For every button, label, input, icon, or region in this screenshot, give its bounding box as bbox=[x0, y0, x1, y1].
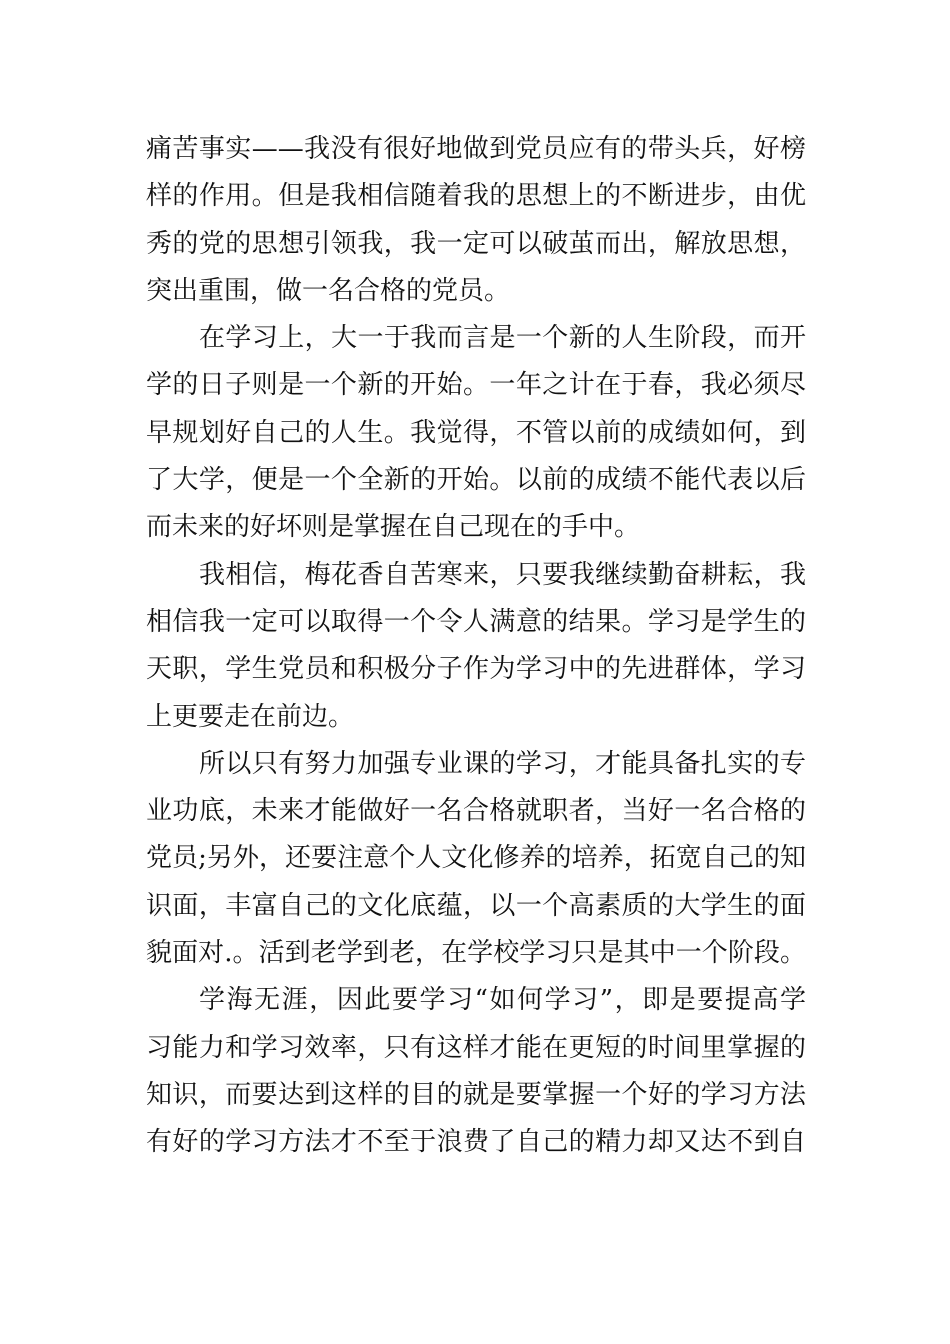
text-line: 学的日子则是一个新的开始。一年之计在于春，我必须尽 bbox=[146, 370, 806, 401]
text-line: 而未来的好坏则是掌握在自己现在的手中。 bbox=[146, 512, 641, 543]
text-line: 貌面对.。活到老学到老，在学校学习只是其中一个阶段。 bbox=[146, 938, 806, 969]
text-line: 天职，学生党员和积极分子作为学习中的先进群体，学习 bbox=[146, 654, 806, 685]
paragraph-first-line: 我相信，梅花香自苦寒来，只要我继续勤奋耕耘，我 bbox=[199, 559, 806, 590]
document-body-text bbox=[146, 126, 806, 1167]
text-line: 党员;另外，还要注意个人文化修养的培养，拓宽自己的知 bbox=[146, 843, 806, 874]
text-line: 知识，而要达到这样的目的就是要掌握一个好的学习方法 bbox=[146, 1079, 806, 1110]
paragraph-first-line: 所以只有努力加强专业课的学习，才能具备扎实的专 bbox=[199, 748, 806, 779]
text-line: 相信我一定可以取得一个令人满意的结果。学习是学生的 bbox=[146, 606, 806, 637]
text-line: 了大学，便是一个全新的开始。以前的成绩不能代表以后 bbox=[146, 465, 806, 496]
text-line: 痛苦事实——我没有很好地做到党员应有的带头兵，好榜 bbox=[146, 134, 806, 164]
text-line: 上更要走在前边。 bbox=[146, 701, 355, 732]
text-line: 早规划好自己的人生。我觉得，不管以前的成绩如何，到 bbox=[146, 417, 806, 448]
text-line: 突出重围，做一名合格的党员。 bbox=[146, 275, 511, 306]
paragraph-first-line: 在学习上，大一于我而言是一个新的人生阶段，而开 bbox=[199, 323, 806, 354]
paragraph-first-line: 学海无涯，因此要学习“如何学习”，即是要提高学 bbox=[199, 985, 806, 1016]
text-line: 业功底，未来才能做好一名合格就职者，当好一名合格的 bbox=[146, 796, 806, 827]
text-line: 识面，丰富自己的文化底蕴，以一个高素质的大学生的面 bbox=[146, 890, 806, 921]
text-line: 有好的学习方法才不至于浪费了自己的精力却又达不到自 bbox=[146, 1127, 806, 1158]
text-line: 样的作用。但是我相信随着我的思想上的不断进步，由优 bbox=[146, 181, 806, 212]
text-line: 习能力和学习效率，只有这样才能在更短的时间里掌握的 bbox=[146, 1032, 806, 1063]
text-line: 秀的党的思想引领我，我一定可以破茧而出，解放思想， bbox=[146, 228, 806, 259]
